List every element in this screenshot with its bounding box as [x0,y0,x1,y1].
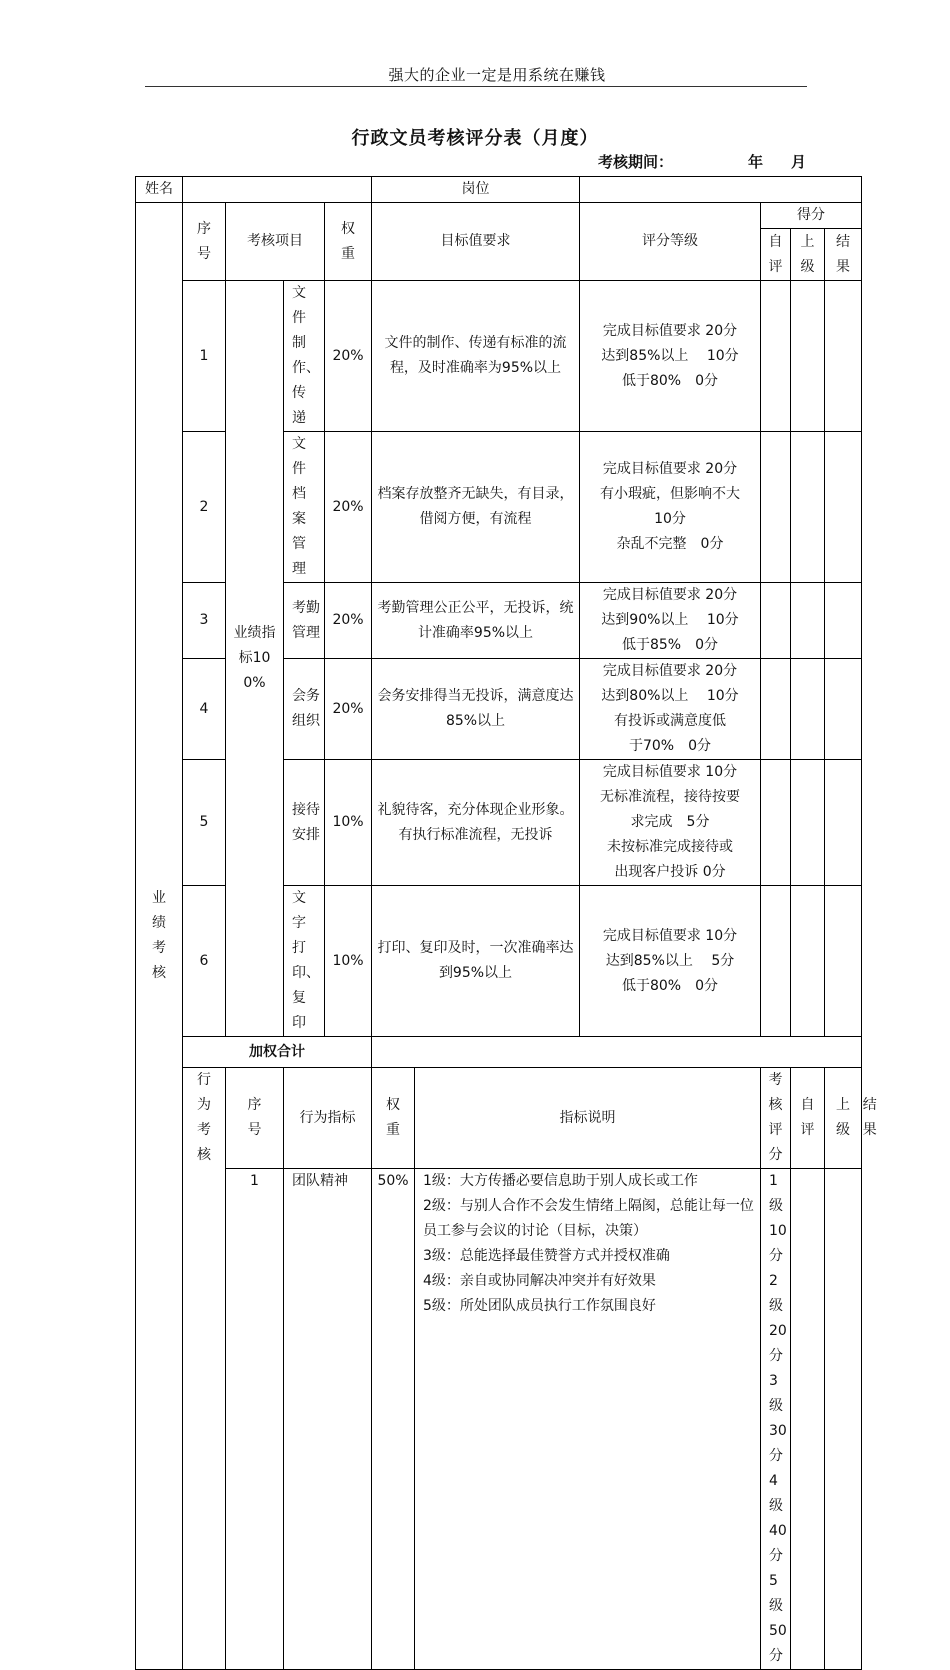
perf-seq: 4 [183,659,226,760]
perf-super-header: 上级 [791,229,825,281]
supervisor-score-cell[interactable] [791,281,825,432]
perf-self-header: 自评 [761,229,791,281]
beh-self-header: 自评 [791,1068,825,1169]
perf-score-header: 得分 [761,203,862,229]
result-cell[interactable] [825,583,862,659]
perf-grade-header: 评分等级 [580,203,761,281]
perf-item: 考勤管理 [284,583,325,659]
weighted-total-label: 加权合计 [183,1037,372,1068]
perf-grade: 完成目标值要求 10分 达到85%以上 5分 低于80% 0分 [580,886,761,1037]
self-score-cell[interactable] [791,1169,825,1670]
self-score-cell[interactable] [761,432,791,583]
result-cell[interactable] [825,659,862,760]
behavior-header-row: 行为考核 序号 行为指标 权重 指标说明 考核评分 自评 上级 结果 [136,1068,862,1169]
info-row [136,177,862,203]
beh-seq-header: 序号 [226,1068,284,1169]
perf-weight: 20% [325,583,372,659]
header-slogan: 强大的企业一定是用系统在赚钱 [388,66,606,84]
beh-seq: 1 [226,1169,284,1670]
supervisor-score-cell[interactable] [791,886,825,1037]
perf-weight: 10% [325,760,372,886]
period-month: 月 [791,153,807,171]
supervisor-score-cell[interactable] [791,659,825,760]
perf-item: 接待安排 [284,760,325,886]
supervisor-score-cell[interactable] [791,583,825,659]
perf-seq: 3 [183,583,226,659]
beh-weight-header: 权重 [372,1068,415,1169]
perf-seq-header: 序号 [183,203,226,281]
perf-item-header: 考核项目 [226,203,325,281]
perf-weight-header: 权重 [325,203,372,281]
period-year: 年 [748,153,764,171]
perf-grade: 完成目标值要求 20分 达到80%以上 10分 有投诉或满意度低 于70% 0分 [580,659,761,760]
post-field[interactable] [580,177,862,203]
evaluation-table [135,176,877,1670]
perf-seq: 6 [183,886,226,1037]
supervisor-score-cell[interactable] [791,760,825,886]
perf-weight: 20% [325,659,372,760]
perf-item: 文件档案管理 [284,432,325,583]
result-cell[interactable] [825,886,862,1037]
perf-grade: 完成目标值要求 20分 有小瑕疵，但影响不大 10分 杂乱不完整 0分 [580,432,761,583]
beh-weight: 50% [372,1169,415,1670]
performance-header-row [136,203,862,229]
perf-target: 文件的制作、传递有标准的流程，及时准确率为95%以上 [372,281,580,432]
perf-grade: 完成目标值要求 20分 达到90%以上 10分 低于85% 0分 [580,583,761,659]
performance-group-label: 业绩指标100% [226,281,284,1037]
behavior-section-label: 行为考核 [183,1068,226,1670]
beh-desc: 1级：大方传播必要信息助于别人成长或工作 2级：与别人合作不会发生情绪上隔阂，总能让每一位员工参与会议的讨论（目标，决策） 3级：总能选择最佳赞誉方式并授权准确 4级：亲自或协同解决冲突并有好效果 5级：所处团队成员执行工作氛围良好 [415,1169,761,1670]
weighted-total-value[interactable] [372,1037,862,1068]
name-field[interactable] [183,177,372,203]
beh-indicator: 团队精神 [284,1169,372,1670]
beh-indicator-header: 行为指标 [284,1068,372,1169]
perf-seq: 5 [183,760,226,886]
self-score-cell[interactable] [761,281,791,432]
beh-super-header: 上级 [825,1068,862,1169]
result-cell[interactable] [825,432,862,583]
beh-score-header: 考核评分 [761,1068,791,1169]
beh-score: 1级10分 2级20分 3级30分 4级40分 5级50分 [761,1169,791,1670]
self-score-cell[interactable] [761,583,791,659]
perf-grade: 完成目标值要求 10分 无标准流程，接待按要 求完成 5分 未按标准完成接待或 出现客户投诉 0分 [580,760,761,886]
self-score-cell[interactable] [761,659,791,760]
supervisor-score-cell[interactable] [791,432,825,583]
perf-weight: 10% [325,886,372,1037]
perf-item: 文字打印、复印 [284,886,325,1037]
self-score-cell[interactable] [761,886,791,1037]
perf-weight: 20% [325,432,372,583]
result-cell[interactable] [825,760,862,886]
table-row [136,281,862,432]
self-score-cell[interactable] [761,760,791,886]
perf-target: 打印、复印及时，一次准确率达到95%以上 [372,886,580,1037]
perf-weight: 20% [325,281,372,432]
perf-target-header: 目标值要求 [372,203,580,281]
perf-item: 文件制作、传递 [284,281,325,432]
perf-result-header: 结果 [825,229,862,281]
result-cell[interactable] [825,281,862,432]
weighted-total-row [136,1037,862,1068]
period-label: 考核期间： [598,153,674,171]
supervisor-score-cell[interactable] [825,1169,862,1670]
table-row [136,1169,862,1670]
performance-section-label: 业绩考核 [136,203,183,1670]
perf-target: 档案存放整齐无缺失，有目录，借阅方便，有流程 [372,432,580,583]
name-label: 姓名 [136,177,183,203]
perf-seq: 2 [183,432,226,583]
header-divider [145,86,807,87]
perf-target: 考勤管理公正公平，无投诉，统计准确率95%以上 [372,583,580,659]
beh-desc-header: 指标说明 [415,1068,761,1169]
perf-target: 礼貌待客，充分体现企业形象。有执行标准流程，无投诉 [372,760,580,886]
post-label: 岗位 [372,177,580,203]
form-title: 行政文员考核评分表（月度） [351,128,599,149]
perf-item: 会务组织 [284,659,325,760]
page-header [0,64,950,85]
perf-seq: 1 [183,281,226,432]
perf-grade: 完成目标值要求 20分 达到85%以上 10分 低于80% 0分 [580,281,761,432]
perf-target: 会务安排得当无投诉，满意度达85%以上 [372,659,580,760]
